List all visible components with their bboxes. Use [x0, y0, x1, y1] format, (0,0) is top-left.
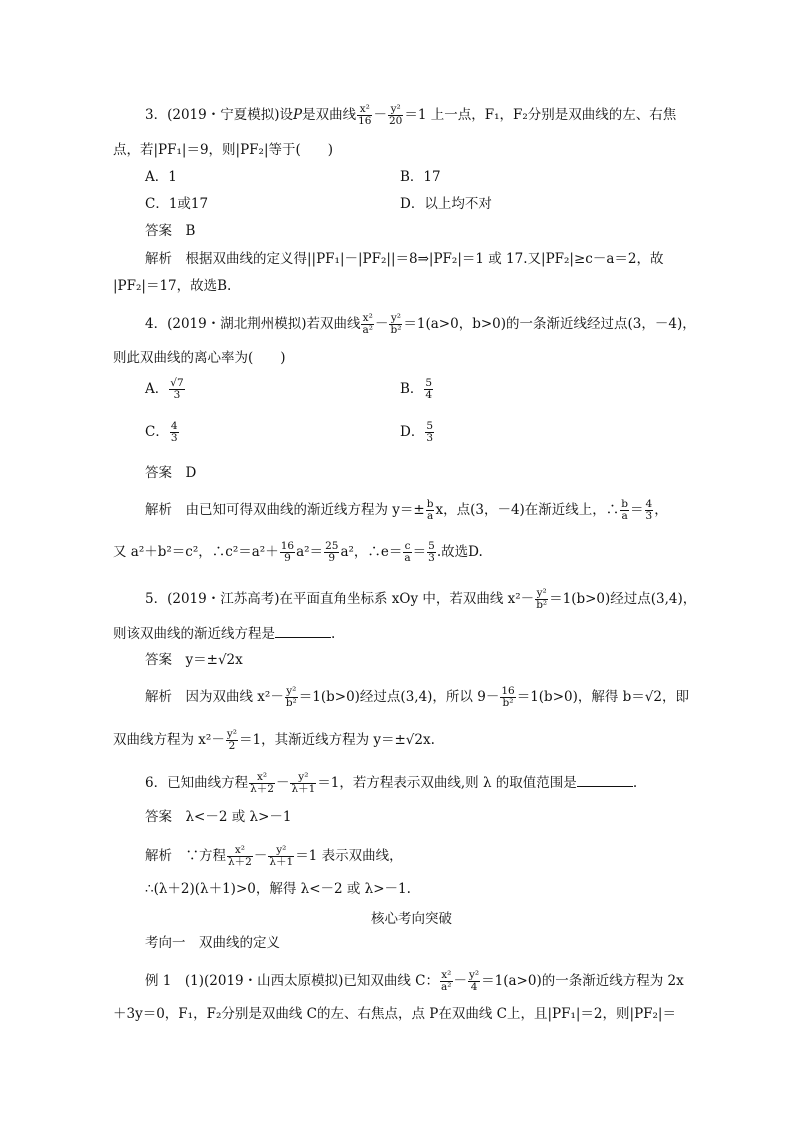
q5-line1: 5．(2019・江苏高考)在平面直角坐标系 xOy 中，若双曲线 x²－ $\frac{\text{y²}}{\text{b²}}$ ＝1(b>0)经过点(3,4)， — [145, 587, 697, 611]
q3-option-d: D．以上均不对 — [400, 196, 492, 212]
answer-blank — [577, 774, 633, 787]
text: 是双曲线 — [302, 107, 357, 123]
example1-line1: 例 1 (1)(2019・山西太原模拟)已知双曲线 C： $\frac{\text{x²}}{\text{a²}}$ － $\frac{\text{y²}}{4}$ ＝1(a>0)的一条渐近线方程为 2x — [145, 969, 684, 993]
text: 4．(2019・湖北荆州模拟)若双曲线 — [145, 316, 361, 332]
q4-explanation-1: 解析 由已知可得双曲线的渐近线方程为 y＝± $\frac{b}{a}$ x，点(3，－4)在渐近线上，∴ $\frac{b}{a}$ ＝ $\frac{4}{3}$ ， — [145, 498, 668, 522]
q5-explanation-2: 双曲线方程为 x²－ $\frac{\text{y²}}{2}$ ＝1，其渐近线方程为 y＝±√2x. — [113, 728, 435, 752]
q4-explanation-2: 又 a²＋b²＝c²，∴c²＝a²＋ $\frac{16}{9}$ a²＝ $\frac{25}{9}$ a²，∴e＝ $\frac{c}{a}$ ＝ $\frac{5}{3}$ .故选D. — [113, 540, 483, 564]
q3-explanation-2: |PF₂|＝17，故选B. — [113, 278, 232, 294]
text: － — [374, 316, 389, 332]
q5-line2: 则该双曲线的渐近线方程是 . — [113, 626, 336, 642]
q5-answer: 答案 y＝±√2x — [145, 652, 243, 668]
q4-option-d: D． $\frac{5}{3}$ — [400, 420, 434, 444]
q4-option-c: C． $\frac{4}{3}$ — [145, 420, 178, 444]
q4-answer: 答案 D — [145, 465, 197, 481]
q6-answer: 答案 λ<－2 或 λ>－1 — [145, 809, 292, 825]
q6-explanation-2: ∴(λ＋2)(λ＋1)>0，解得 λ<－2 或 λ>－1. — [145, 881, 411, 897]
fraction: $\frac{\text{x²}}{16}$ — [358, 103, 372, 127]
example1-line2: ＋3y＝0，F₁，F₂分别是双曲线 C的左、右焦点，点 P在双曲线 C上，且|PF₁|＝2，则|PF₂|＝ — [113, 1006, 676, 1022]
q3-option-b: B．17 — [400, 169, 441, 185]
text: ＝1(a>0，b>0)的一条渐近线经过点(3，－4)， — [403, 316, 696, 332]
q3-line2: 点，若|PF₁|＝9，则|PF₂|等于( ) — [113, 142, 334, 158]
q4-line1 — [145, 313, 696, 336]
q4-option-a: A． $\frac{√7}{3}$ — [145, 377, 184, 401]
q3-line1 — [145, 104, 676, 127]
section-subtitle: 考向一 双曲线的定义 — [145, 935, 280, 951]
text: － — [373, 107, 387, 123]
q6-explanation-1: 解析 ∵方程 $\frac{\text{x²}}{\lambda+2}$ － $\frac{\text{y²}}{\lambda+1}$ ＝1 表示双曲线， — [145, 844, 403, 868]
q4-option-b: B． $\frac{5}{4}$ — [400, 377, 433, 401]
text: ＝1 上一点，F₁，F₂分别是双曲线的左、右焦 — [404, 107, 677, 123]
fraction: $\frac{\text{x²}}{\text{a²}}$ — [362, 312, 373, 336]
answer-blank — [275, 625, 331, 638]
text: P — [292, 107, 303, 123]
q5-explanation-1: 解析 因为双曲线 x²－ $\frac{\text{y²}}{\text{b²}}$ ＝1(b>0)经过点(3,4)，所以 9－ $\frac{16}{\text{b²}}$ ＝1(b>0)，解得 b＝√2，即 — [145, 685, 689, 709]
q4-line2: 则此双曲线的离心率为( ) — [113, 350, 286, 366]
q6-line1: 6．已知曲线方程 $\frac{\text{x²}}{\lambda+2}$ － $\frac{\text{y²}}{\lambda+1}$ ＝1，若方程表示双曲线,则 λ 的取值范围是 . — [145, 771, 638, 795]
fraction: $\frac{\text{y²}}{\text{b²}}$ — [390, 312, 402, 336]
q3-option-a: A．1 — [145, 169, 177, 185]
q3-explanation-1: 解析 根据双曲线的定义得||PF₁|－|PF₂||＝8⇒|PF₂|＝1 或 17.又|PF₂|≥c－a＝2，故 — [145, 251, 664, 267]
section-title: 核心考向突破 — [371, 911, 452, 927]
fraction: $\frac{\text{y²}}{20}$ — [388, 103, 403, 127]
text: 3．(2019・宁夏模拟)设 — [145, 107, 293, 123]
q3-option-c: C．1或17 — [145, 196, 209, 212]
q3-answer: 答案 B — [145, 223, 196, 239]
